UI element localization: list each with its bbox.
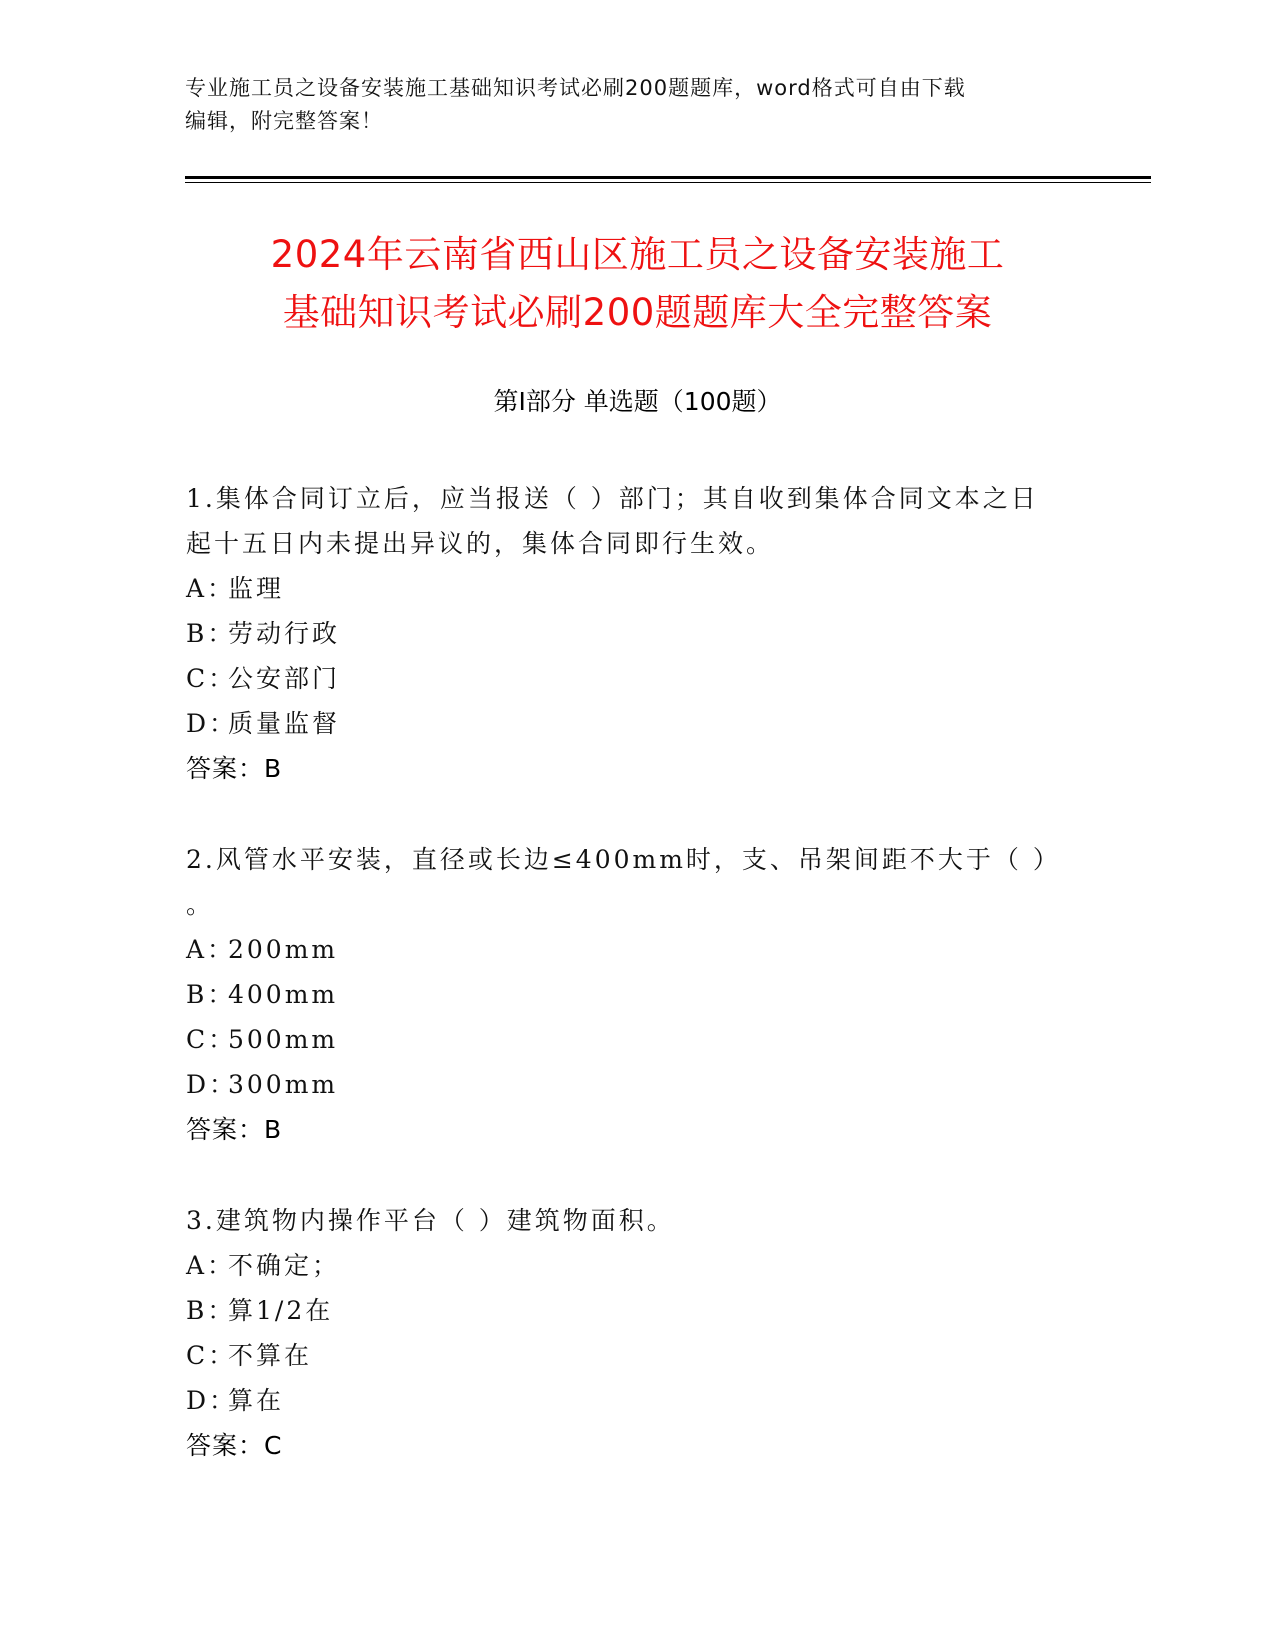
option-a <box>186 1243 1086 1288</box>
answer: 答案：C <box>186 1431 283 1460</box>
option-key: C： <box>186 1341 237 1370</box>
option-text: 算在 <box>228 1386 285 1415</box>
option-text: 300mm <box>228 1070 339 1099</box>
question-2 <box>186 837 1086 1152</box>
option-b <box>186 611 1086 656</box>
option-text: 质量监督 <box>228 709 341 738</box>
option-a <box>186 927 1086 972</box>
question-stem: 。 <box>186 890 215 919</box>
option-text: 400mm <box>228 980 339 1009</box>
option-key: A： <box>186 1251 236 1280</box>
document-title-line: 2024年云南省西山区施工员之设备安装施工 <box>270 233 1005 276</box>
answer: 答案：B <box>186 1115 283 1144</box>
option-key: B： <box>186 619 236 648</box>
option-text: 算1/2在 <box>228 1296 334 1325</box>
option-key: A： <box>186 935 236 964</box>
header-note-line: 专业施工员之设备安装施工基础知识考试必刷200题题库，word格式可自由下载 <box>185 76 966 100</box>
option-key: D： <box>186 1386 238 1415</box>
option-d <box>186 1062 1086 1107</box>
option-text: 不确定； <box>228 1251 341 1280</box>
option-key: B： <box>186 1296 236 1325</box>
option-text: 公安部门 <box>228 664 341 693</box>
option-b <box>186 972 1086 1017</box>
option-c <box>186 656 1086 701</box>
option-d <box>186 701 1086 746</box>
option-text: 不算在 <box>228 1341 313 1370</box>
option-key: C： <box>186 664 237 693</box>
section-title: 第Ⅰ部分 单选题（100题） <box>493 387 782 416</box>
header-divider-thick <box>185 176 1151 179</box>
option-text: 500mm <box>228 1025 339 1054</box>
question-3 <box>186 1198 1086 1468</box>
document-title-line: 基础知识考试必刷200题题库大全完整答案 <box>282 291 993 334</box>
document-title <box>110 226 1165 342</box>
option-text: 劳动行政 <box>228 619 341 648</box>
question-stem: 3.建筑物内操作平台（ ）建筑物面积。 <box>186 1206 675 1235</box>
question-list <box>186 476 1086 1514</box>
option-key: A： <box>186 574 236 603</box>
option-c <box>186 1333 1086 1378</box>
question-1 <box>186 476 1086 791</box>
option-text: 监理 <box>228 574 285 603</box>
answer: 答案：B <box>186 754 283 783</box>
question-stem: 2.风管水平安装，直径或长边≤400mm时，支、吊架间距不大于（ ） <box>186 845 1061 874</box>
option-key: D： <box>186 1070 238 1099</box>
option-key: D： <box>186 709 238 738</box>
option-c <box>186 1017 1086 1062</box>
question-stem: 1.集体合同订立后，应当报送（ ）部门；其自收到集体合同文本之日 <box>186 484 1039 513</box>
header-divider-thin <box>185 182 1151 183</box>
header-note-line: 编辑，附完整答案！ <box>185 109 383 133</box>
option-key: C： <box>186 1025 237 1054</box>
option-text: 200mm <box>228 935 339 964</box>
header-note <box>185 72 1085 138</box>
question-stem: 起十五日内未提出异议的，集体合同即行生效。 <box>186 529 775 558</box>
option-a <box>186 566 1086 611</box>
option-b <box>186 1288 1086 1333</box>
option-key: B： <box>186 980 236 1009</box>
option-d <box>186 1378 1086 1423</box>
